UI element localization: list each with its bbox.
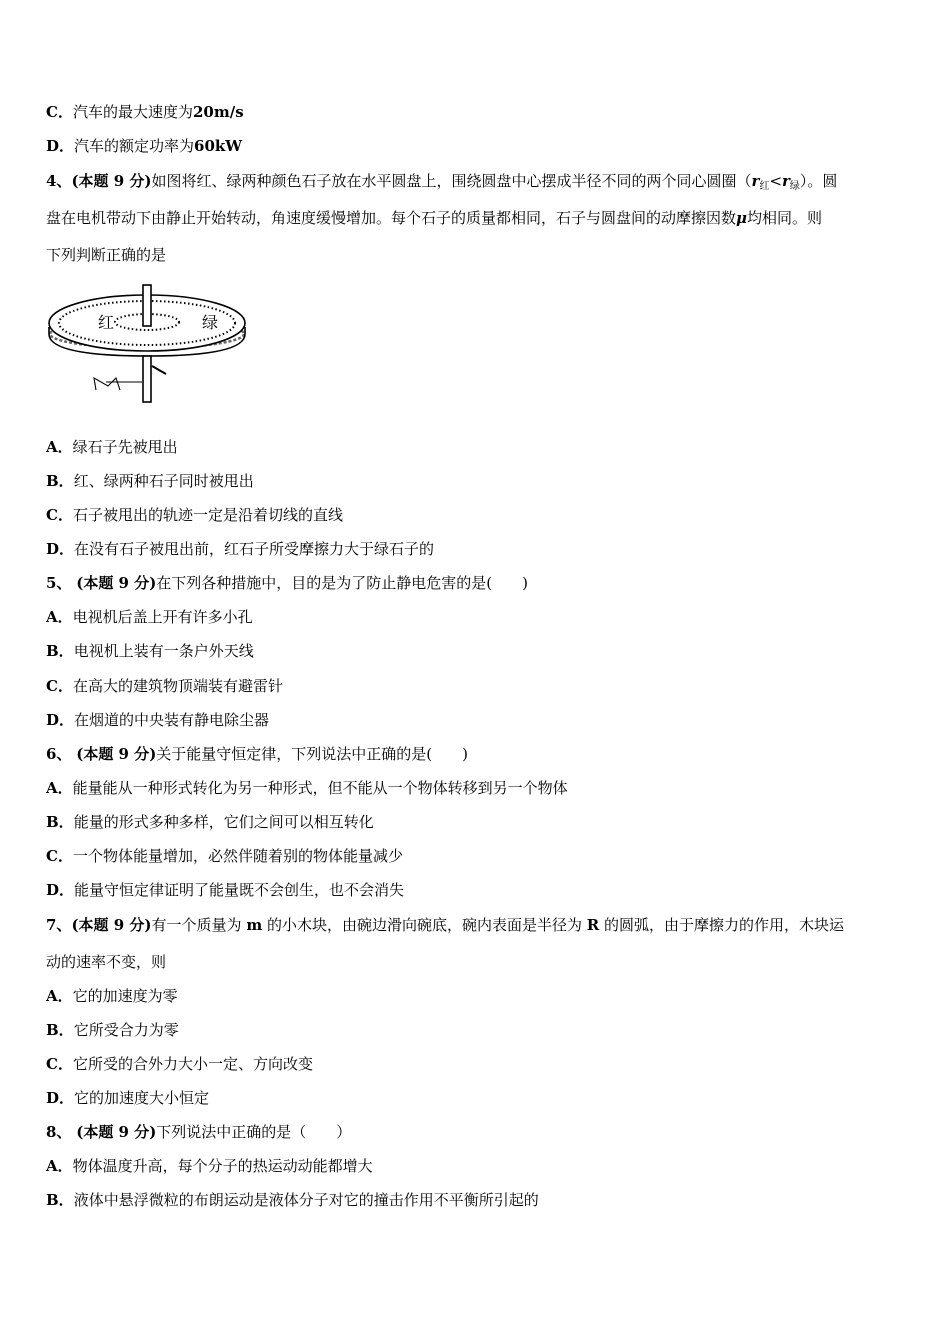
option-c-q3: C．汽车的最大速度为20m/s (46, 103, 244, 121)
option-b-q7: B．它所受合力为零 (46, 1021, 179, 1039)
option-c-q5: C．在高大的建筑物顶端装有避雷针 (46, 677, 283, 695)
question-4-stem-line2: 盘在电机带动下由静止开始转动，角速度缓慢增加。每个石子的质量都相同，石子与圆盘间的动摩擦因数μ均相同。则 (46, 209, 823, 227)
question-7-stem-line2: 动的速率不变，则 (46, 953, 167, 971)
option-d-q6: D．能量守恒定律证明了能量既不会创生，也不会消失 (46, 881, 405, 899)
option-d-q4: D．在没有石子被甩出前，红石子所受摩擦力大于绿石子的 (46, 540, 435, 558)
option-d-q3: D．汽车的额定功率为60kW (46, 137, 243, 155)
question-8-stem: 8、 (本题 9 分)下列说法中正确的是（ ） (46, 1123, 352, 1141)
option-c-q7: C．它所受的合外力大小一定、方向改变 (46, 1055, 313, 1073)
option-c-q4: C．石子被甩出的轨迹一定是沿着切线的直线 (46, 506, 343, 524)
option-d-q7: D．它的加速度大小恒定 (46, 1089, 210, 1107)
option-a-q5: A．电视机后盖上开有许多小孔 (46, 608, 253, 626)
question-4-stem-line1: 4、(本题 9 分)如图将红、绿两种颜色石子放在水平圆盘上，围绕圆盘中心摆成半径不同的两个同心圆圈$(r_红<r_绿)$。圆 (46, 172, 838, 192)
option-b-q8: B．液体中悬浮微粒的布朗运动是液体分子对它的撞击作用不平衡所引起的 (46, 1191, 539, 1209)
option-c-q6: C．一个物体能量增加，必然伴随着别的物体能量减少 (46, 847, 403, 865)
disc-diagram (46, 282, 251, 406)
option-a-q7: A．它的加速度为零 (46, 987, 178, 1005)
label-green: 绿 (202, 313, 219, 332)
question-7-stem-line1: 7、(本题 9 分)有一个质量为 m 的小木块，由碗边滑向碗底，碗内表面是半径为 R 的圆弧，由于摩擦力的作用，木块运 (46, 916, 845, 934)
question-5-stem: 5、 (本题 9 分)在下列各种措施中，目的是为了防止静电危害的是( ) (46, 574, 529, 592)
question-6-stem: 6、 (本题 9 分)关于能量守恒定律，下列说法中正确的是( ) (46, 745, 469, 763)
option-a-q4: A．绿石子先被甩出 (46, 438, 178, 456)
option-a-q8: A．物体温度升高，每个分子的热运动动能都增大 (46, 1157, 373, 1175)
label-red: 红 (98, 313, 115, 332)
option-d-q5: D．在烟道的中央装有静电除尘器 (46, 711, 270, 729)
rotating-disc-figure (46, 282, 251, 410)
option-b-q5: B．电视机上装有一条户外天线 (46, 642, 254, 660)
option-a-q6: A．能量能从一种形式转化为另一种形式，但不能从一个物体转移到另一个物体 (46, 779, 568, 797)
option-b-q4: B．红、绿两种石子同时被甩出 (46, 472, 254, 490)
option-b-q6: B．能量的形式多种多样，它们之间可以相互转化 (46, 813, 374, 831)
question-4-stem-line3: 下列判断正确的是 (46, 246, 167, 264)
